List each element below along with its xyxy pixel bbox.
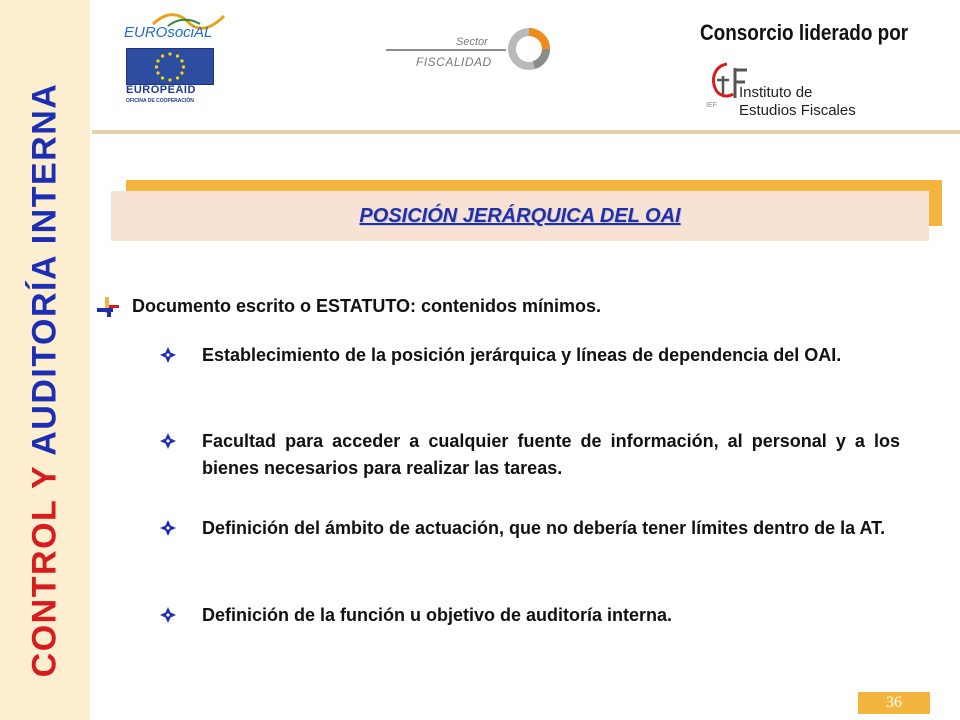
- eurosocial-logo: [118, 8, 230, 108]
- sidebar-title: [26, 83, 65, 678]
- oficina-text: OFICINA DE COOPERACIÓN: [126, 98, 194, 104]
- bullet-item: [160, 602, 900, 629]
- fiscalidad-label: FISCALIDAD: [416, 55, 492, 69]
- diamond-bullet-icon: [160, 520, 176, 536]
- sidebar-title-blue: AUDITORÍA INTERNA: [25, 82, 64, 456]
- diamond-bullet-icon: [160, 347, 176, 363]
- sector-ring-icon: [504, 24, 554, 74]
- eurosocial-text: EUROsociAL: [124, 24, 213, 41]
- diamond-bullet-icon: [160, 607, 176, 623]
- bullet-item: [160, 428, 900, 482]
- sector-line: [386, 49, 506, 51]
- ief-line-1: Instituto de: [739, 84, 813, 101]
- bullet-text: Establecimiento de la posición jerárquica y líneas de dependencia del OAI.: [202, 345, 842, 365]
- sidebar: [0, 0, 90, 720]
- main-point: Documento escrito o ESTATUTO: contenidos mínimos.: [132, 296, 602, 316]
- diamond-bullet-icon: [160, 433, 176, 449]
- consorcio-heading: Consorcio liderado por: [700, 20, 909, 45]
- ief-logo: [705, 58, 857, 124]
- bullet-item: [160, 342, 900, 369]
- page-number: 36: [858, 692, 930, 714]
- plus-bullet-icon: [96, 295, 120, 319]
- sector-label: Sector: [456, 36, 488, 48]
- europeaid-text: EUROPEAID: [126, 84, 196, 96]
- ief-name: [739, 84, 856, 120]
- eu-flag-icon: [126, 48, 214, 85]
- bullet-text: Definición del ámbito de actuación, que no debería tener límites dentro de la AT.: [202, 518, 886, 538]
- ief-mark-text: IEF: [706, 102, 717, 108]
- ief-line-2: Estudios Fiscales: [739, 102, 856, 119]
- slide-title: POSICIÓN JERÁRQUICA DEL OAI: [359, 204, 681, 227]
- sidebar-title-red: CONTROL Y: [25, 455, 64, 678]
- title-box: [112, 192, 928, 240]
- bullet-item: [160, 515, 900, 542]
- bullet-text: Definición de la función u objetivo de auditoría interna.: [202, 605, 673, 625]
- header-divider: [92, 130, 960, 134]
- bullet-text: Facultad para acceder a cualquier fuente de información, al personal y a los bienes necesarios para realizar las tareas.: [202, 431, 900, 478]
- sector-fiscalidad-logo: [386, 22, 556, 82]
